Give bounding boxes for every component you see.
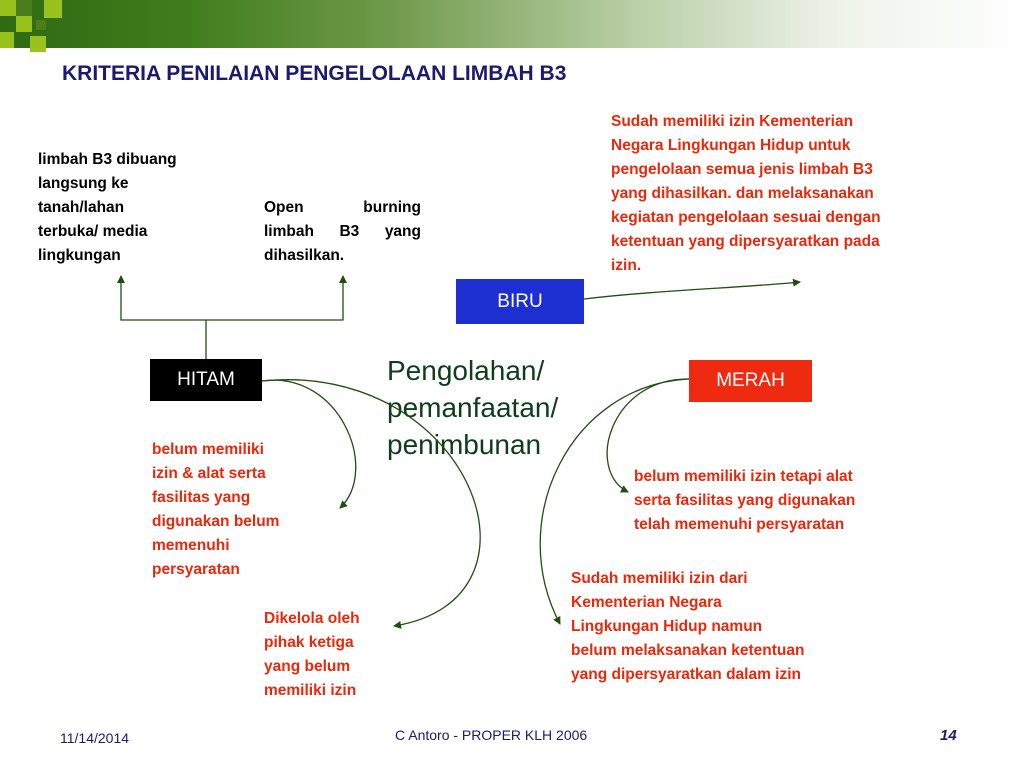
footer-credit: C Antoro - PROPER KLH 2006 xyxy=(395,727,588,743)
page-number: 14 xyxy=(940,727,957,744)
central-topic: Pengolahan/ pemanfaatan/ penimbunan xyxy=(387,355,559,460)
footer-date: 11/14/2014 xyxy=(60,730,130,746)
arrow-to-open-burning xyxy=(206,276,343,320)
criteria-direct-disposal: limbah B3 dibuang langsung ke tanah/lahan terbuka/ media lingkungan xyxy=(38,151,177,264)
arrow-to-direct-disposal xyxy=(121,276,206,320)
biru-box: BIRU xyxy=(456,279,584,324)
arrow-merah-to-permit-not-compliant xyxy=(540,379,689,624)
arrow-hitam-to-no-permit xyxy=(262,380,356,508)
arrow-biru-to-criteria xyxy=(584,282,800,299)
slide-title: KRITERIA PENILAIAN PENGELOLAAN LIMBAH B3 xyxy=(62,62,567,85)
criteria-biru-full-compliance: Sudah memiliki izin Kementerian Negara Lingkungan Hidup untuk pengelolaan semua jenis limbah B3 yang dihasilkan. dan melaksanakan kegiatan pengelolaan sesuai dengan ketentuan yang dipersyaratkan pada izin. xyxy=(611,113,881,274)
arrow-merah-to-facilities-ok xyxy=(607,379,689,492)
hitam-box: HITAM xyxy=(150,359,262,401)
criteria-no-permit: belum memiliki izin & alat serta fasilitas yang digunakan belum memenuhi persyaratan xyxy=(152,441,280,578)
arrow-hitam-to-third-party xyxy=(262,380,480,626)
criteria-third-party: Dikelola oleh pihak ketiga yang belum memiliki izin xyxy=(264,610,360,699)
criteria-merah-permit-not-compliant: Sudah memiliki izin dari Kementerian Negara Lingkungan Hidup namun belum melaksanakan ketentuan yang dipersyaratkan dalam izin xyxy=(571,570,805,683)
criteria-open-burning: Open burning limbah B3 yang dihasilkan. xyxy=(264,199,421,264)
merah-box: MERAH xyxy=(689,360,812,402)
criteria-merah-facilities-ok: belum memiliki izin tetapi alat serta fasilitas yang digunakan telah memenuhi persyaratan xyxy=(634,468,856,533)
